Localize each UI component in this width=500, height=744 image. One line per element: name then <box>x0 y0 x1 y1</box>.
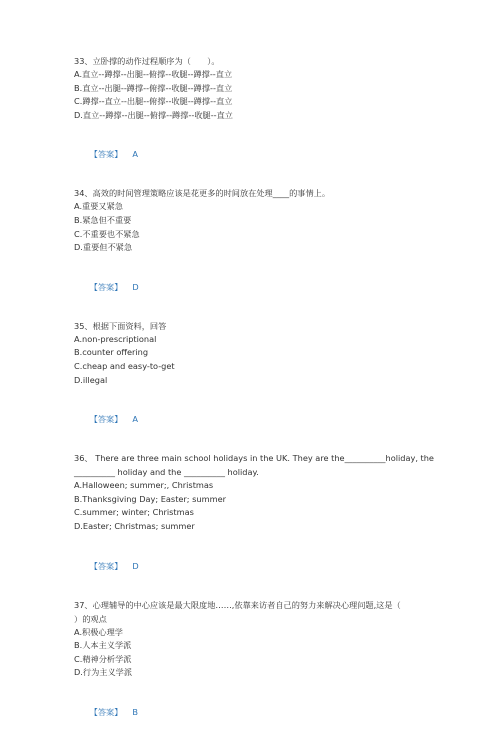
option-a: A.积极心理学 <box>74 626 123 637</box>
question-35 <box>74 319 434 440</box>
question-34 <box>74 186 434 307</box>
answer-line <box>74 545 434 587</box>
answer-line <box>74 691 434 733</box>
answer-label: 【答案】 <box>89 149 123 160</box>
option-d: D.重要但不紧急 <box>74 242 133 253</box>
answer-value: D <box>132 560 139 571</box>
answer-label: 【答案】 <box>89 706 123 717</box>
answer-value: D <box>132 281 139 292</box>
option-a: A.Halloween; summer;, Christmas <box>74 480 214 491</box>
answer-line <box>74 133 434 175</box>
answer-label: 【答案】 <box>89 281 123 292</box>
option-d: D.直立--蹲撑--出腿--俯撑--蹲撑--收腿--直立 <box>74 109 233 120</box>
option-a: A.直立--蹲撑--出腿--俯撑--收腿--蹲撑--直立 <box>74 69 233 79</box>
option-b: B.Thanksgiving Day; Easter; summer <box>74 493 226 504</box>
question-stem: 35、根据下面资料，回答 <box>74 320 167 331</box>
answer-line <box>74 266 434 308</box>
option-d: D.illegal <box>74 374 108 385</box>
question-stem-continued: __________ holiday and the __________ holiday. <box>74 467 259 478</box>
question-stem: 33、立卧撑的动作过程顺序为（ ）。 <box>74 56 220 66</box>
option-c: C.精神分析学派 <box>74 653 132 664</box>
option-c: C.summer; winter; Christmas <box>74 507 194 518</box>
option-d: D.行为主义学派 <box>74 667 133 678</box>
question-stem: 37、心理辅导的中心应该是最大限度地……,依靠来访者自己的努力来解决心理问题,这是（ <box>74 599 401 610</box>
question-36 <box>74 451 434 586</box>
option-d: D.Easter; Christmas; summer <box>74 520 195 531</box>
option-b: B.counter offering <box>74 347 149 358</box>
answer-label: 【答案】 <box>89 560 123 571</box>
option-c: C.cheap and easy-to-get <box>74 360 175 371</box>
option-b: B.直立--出腿--蹲撑--俯撑--收腿--蹲撑--直立 <box>74 82 233 93</box>
answer-value: B <box>132 706 139 717</box>
answer-label: 【答案】 <box>89 414 123 425</box>
option-a: A.重要又紧急 <box>74 201 123 212</box>
option-c: C.蹲撑--直立--出腿--俯撑--收腿--蹲撑--直立 <box>74 96 233 107</box>
question-stem: 34、高效的时间管理策略应该是花更多的时间放在处理____的事情上。 <box>74 188 331 199</box>
question-37 <box>74 598 434 733</box>
option-b: B.紧急但不重要 <box>74 214 132 225</box>
option-b: B.人本主义学派 <box>74 640 132 651</box>
option-c: C.不重要也不紧急 <box>74 228 140 239</box>
question-stem: 36、 There are three main school holidays in the UK. They are the__________holiday, the <box>74 453 434 464</box>
question-stem-continued: ）的观点 <box>74 613 107 624</box>
answer-value: A <box>132 149 138 160</box>
question-33 <box>74 54 434 175</box>
answer-value: A <box>132 414 138 425</box>
answer-line <box>74 398 434 440</box>
document-page <box>74 54 434 744</box>
option-a: A.non-prescriptional <box>74 333 157 344</box>
